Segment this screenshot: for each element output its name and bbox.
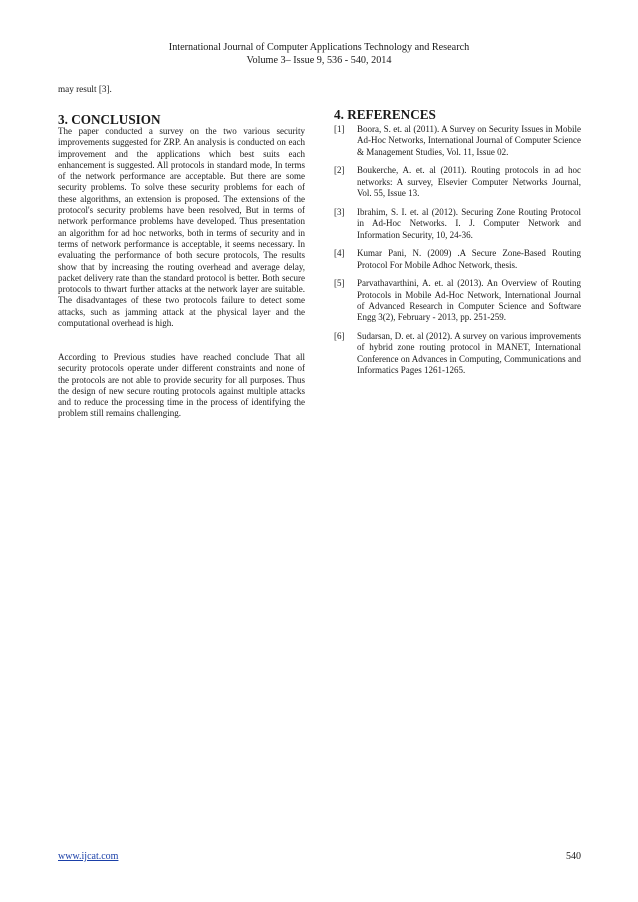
reference-item: [334, 165, 581, 199]
reference-number: [5]: [334, 278, 345, 289]
reference-text: Boora, S. et. al (2011). A Survey on Security Issues in Mobile Ad-Hoc Networks, International Journal of Computer Science & Management Studies, Vol. 11, Issue 02.: [357, 124, 581, 157]
conclusion-heading: 3. CONCLUSION: [58, 112, 161, 127]
reference-number: [3]: [334, 206, 345, 217]
reference-item: [334, 248, 581, 271]
reference-text: Parvathavarthini, A. et. al (2013). An Overview of Routing Protocols in Mobile Ad-Hoc Network, International Journal of Advanced Research in Computer Science and Software Engg 3(2), February - 2013, pp. 251-259.: [357, 278, 581, 323]
reference-text: Kumar Pani, N. (2009) .A Secure Zone-Based Routing Protocol For Mobile Adhoc Network, thesis.: [357, 248, 581, 270]
reference-item: [334, 331, 581, 377]
reference-text: Boukerche, A. et. al (2011). Routing protocols in ad hoc networks: A survey, Elsevier Computer Networks Journal, Vol. 55, Issue 13.: [357, 165, 581, 199]
volume-issue: Volume 3– Issue 9, 536 - 540, 2014: [246, 55, 392, 66]
reference-list: [334, 124, 581, 384]
conclusion-paragraph-2: According to Previous studies have reached conclude That all security protocols operate under different constraints and none of the protocols are not able to provide security for all purposes. Thus the design of new secure routing protocols against multiple attacks and to reduce the processing time in the process of identifying the problem still remains challenging.: [58, 352, 305, 419]
reference-item: [334, 207, 581, 241]
reference-item: [334, 124, 581, 158]
reference-number: [1]: [334, 124, 345, 134]
journal-title: International Journal of Computer Applications Technology and Research: [168, 42, 470, 53]
conclusion-paragraph-1: The paper conducted a survey on the two various security improvements suggested for ZRP. An analysis is conducted on each improvement and the applications which best suits each enhancement is suggested. All protocols in standard mode, In terms of the network performance are acceptable. But there are some security problems. To solve these security problems for each of these algorithms, an extension is proposed. The extensions of the protocol's security problems have been resolved, But in terms of network performance problems have developed. Thus presentation an algorithm for ad hoc networks, both in terms of security and in terms of network performance is acceptable, it seems necessary. In evaluating the performance of both secure protocols, The results show that by increasing the routing overhead and average delay, packet delivery rate than the standard protocol is better. Both secure protocols to thwart further attacks at the network layer are suitable. The disadvantages of these two protocols failure to detect some attacks, such as jamming attack at the physical layer and the computational overhead is high.: [58, 126, 305, 329]
reference-text: Ibrahim, S. I. et. al (2012). Securing Zone Routing Protocol in Ad-Hoc Networks. I. J. Computer Network and Information Security, 10, 24-36.: [357, 206, 581, 240]
reference-item: [334, 278, 581, 324]
page-number: 540: [566, 851, 581, 862]
reference-number: [6]: [334, 331, 345, 342]
reference-number: [2]: [334, 165, 345, 176]
references-heading: 4. REFERENCES: [334, 107, 436, 122]
reference-number: [4]: [334, 248, 345, 259]
reference-text: Sudarsan, D. et. al (2012). A survey on various improvements of hybrid zone routing protocol in MANET, International Conference on Advances in Computing, Communications and Informatics Pages 1261-1265.: [357, 331, 581, 376]
journal-website-link[interactable]: www.ijcat.com: [58, 851, 119, 862]
running-header: [0, 41, 638, 67]
continuation-text: may result [3].: [58, 84, 112, 94]
